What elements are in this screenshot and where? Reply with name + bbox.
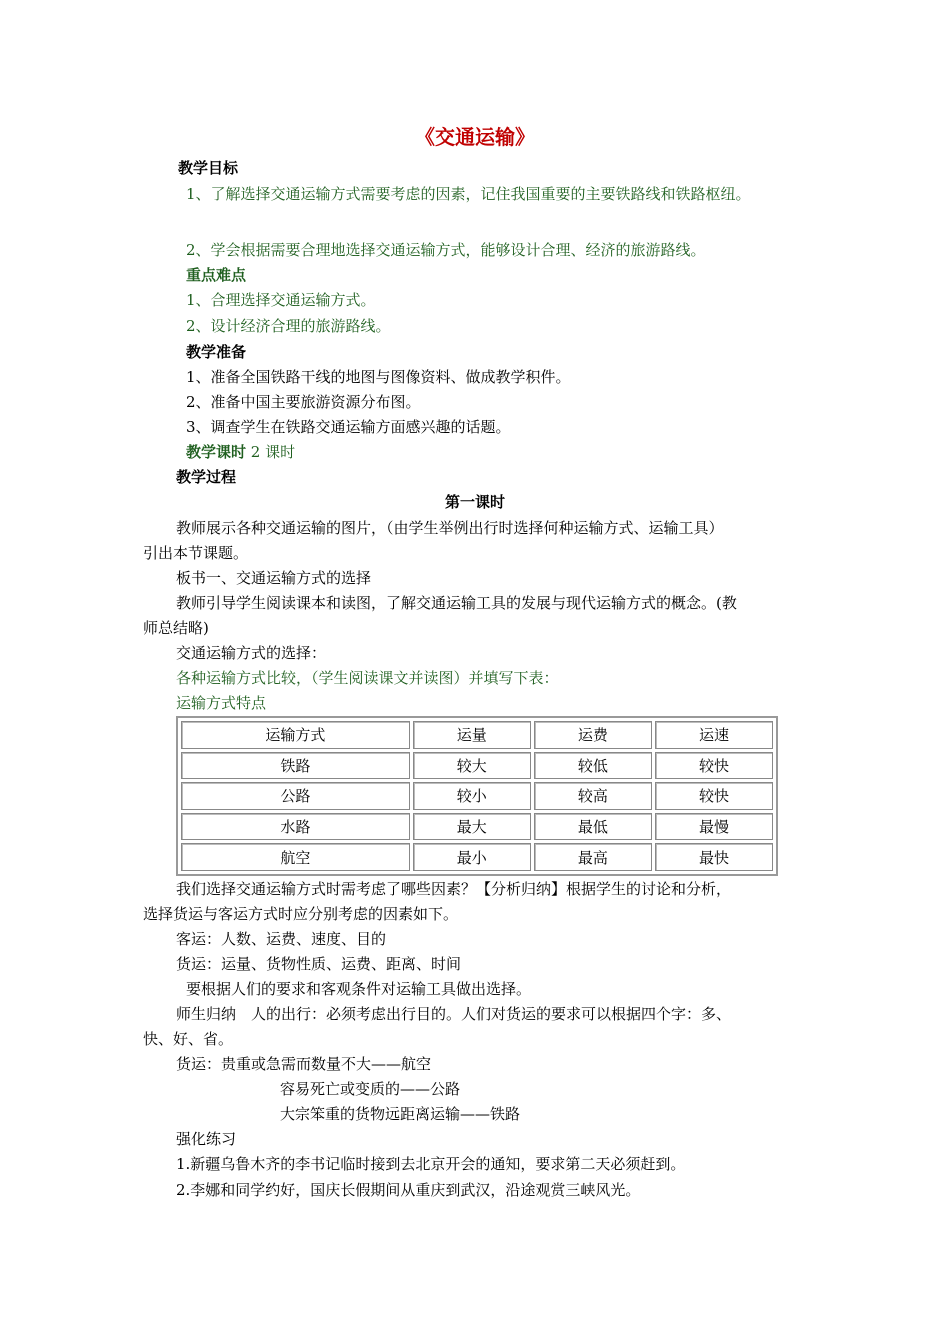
table-caption: 运输方式特点 bbox=[176, 694, 267, 712]
paragraph-line: 引出本节课题。 bbox=[143, 544, 249, 562]
key-point-item: 2、设计经济合理的旅游路线。 bbox=[186, 317, 391, 335]
choose-line: 要根据人们的要求和客观条件对运输工具做出选择。 bbox=[186, 980, 532, 998]
lesson-title: 第一课时 bbox=[444, 493, 505, 511]
table-header-cell: 运输方式 bbox=[181, 721, 410, 749]
table-cell: 航空 bbox=[181, 843, 410, 871]
compare-line: 各种运输方式比较，（学生阅读课文并读图）并填写下表： bbox=[176, 669, 559, 687]
table-cell: 较大 bbox=[413, 752, 531, 780]
table-header-cell: 运速 bbox=[655, 721, 773, 749]
table-cell: 最高 bbox=[534, 843, 652, 871]
table-cell: 较快 bbox=[655, 752, 773, 780]
process-heading: 教学过程 bbox=[176, 468, 237, 486]
table-cell: 水路 bbox=[181, 813, 410, 841]
objective-item: 1、了解选择交通运输方式需要考虑的因素，记住我国重要的主要铁路线和铁路枢纽。 bbox=[186, 185, 751, 203]
table-cell: 最慢 bbox=[655, 813, 773, 841]
paragraph-line: 选择货运与客运方式时应分别考虑的因素如下。 bbox=[143, 905, 459, 923]
paragraph-line: 师总结略) bbox=[143, 619, 209, 637]
choice-line: 交通运输方式的选择： bbox=[176, 644, 327, 662]
key-points-heading: 重点难点 bbox=[186, 266, 247, 284]
preparation-item: 2、准备中国主要旅游资源分布图。 bbox=[186, 393, 421, 411]
practice-item: 1.新疆乌鲁木齐的李书记临时接到去北京开会的通知，要求第二天必须赶到。 bbox=[176, 1155, 686, 1173]
paragraph-line: 快、好、省。 bbox=[143, 1030, 234, 1048]
key-point-item: 1、合理选择交通运输方式。 bbox=[186, 291, 376, 309]
paragraph-line: 我们选择交通运输方式时需考虑了哪些因素？【分析归纳】根据学生的讨论和分析， bbox=[176, 880, 732, 898]
paragraph-line: 教师展示各种交通运输的图片，（由学生举例出行时选择何种运输方式、运输工具） bbox=[176, 519, 724, 537]
hours-label: 教学课时 bbox=[186, 443, 247, 461]
table-cell: 较小 bbox=[413, 782, 531, 810]
table-row bbox=[181, 782, 773, 810]
freight-rule: 货运：贵重或急需而数量不大——航空 bbox=[176, 1055, 432, 1073]
paragraph-line: 师生归纳 人的出行：必须考虑出行目的。人们对货运的要求可以根据四个字：多、 bbox=[176, 1005, 732, 1023]
table-cell: 最大 bbox=[413, 813, 531, 841]
table-row bbox=[181, 752, 773, 780]
table-cell: 较快 bbox=[655, 782, 773, 810]
practice-item: 2.李娜和同学约好，国庆长假期间从重庆到武汉，沿途观赏三峡风光。 bbox=[176, 1181, 641, 1199]
paragraph-line: 教师引导学生阅读课本和读图，了解交通运输工具的发展与现代运输方式的概念。(教 bbox=[176, 594, 737, 612]
objective-item: 2、学会根据需要合理地选择交通运输方式，能够设计合理、经济的旅游路线。 bbox=[186, 241, 706, 259]
teaching-hours bbox=[186, 442, 295, 462]
passenger-factors: 客运：人数、运费、速度、目的 bbox=[176, 930, 387, 948]
table-row bbox=[181, 813, 773, 841]
table-cell: 较低 bbox=[534, 752, 652, 780]
practice-heading: 强化练习 bbox=[176, 1130, 237, 1148]
freight-factors: 货运：运量、货物性质、运费、距离、时间 bbox=[176, 955, 462, 973]
preparation-heading: 教学准备 bbox=[186, 343, 247, 361]
table-header-row bbox=[181, 721, 773, 749]
transport-table bbox=[176, 716, 778, 876]
hours-value: 2 课时 bbox=[250, 443, 296, 461]
table-row bbox=[181, 843, 773, 871]
freight-rule: 容易死亡或变质的——公路 bbox=[280, 1080, 461, 1098]
table-cell: 公路 bbox=[181, 782, 410, 810]
table-header-cell: 运费 bbox=[534, 721, 652, 749]
objectives-heading: 教学目标 bbox=[178, 159, 239, 177]
preparation-item: 3、调查学生在铁路交通运输方面感兴趣的话题。 bbox=[186, 418, 511, 436]
document-title: 《交通运输》 bbox=[415, 125, 535, 149]
table-header-cell: 运量 bbox=[413, 721, 531, 749]
preparation-item: 1、准备全国铁路干线的地图与图像资料、做成教学积件。 bbox=[186, 368, 571, 386]
table-cell: 最快 bbox=[655, 843, 773, 871]
freight-rule: 大宗笨重的货物远距离运输——铁路 bbox=[280, 1105, 521, 1123]
table-cell: 较高 bbox=[534, 782, 652, 810]
table-cell: 最低 bbox=[534, 813, 652, 841]
table-cell: 最小 bbox=[413, 843, 531, 871]
table-cell: 铁路 bbox=[181, 752, 410, 780]
board-title: 板书一、交通运输方式的选择 bbox=[176, 569, 372, 587]
